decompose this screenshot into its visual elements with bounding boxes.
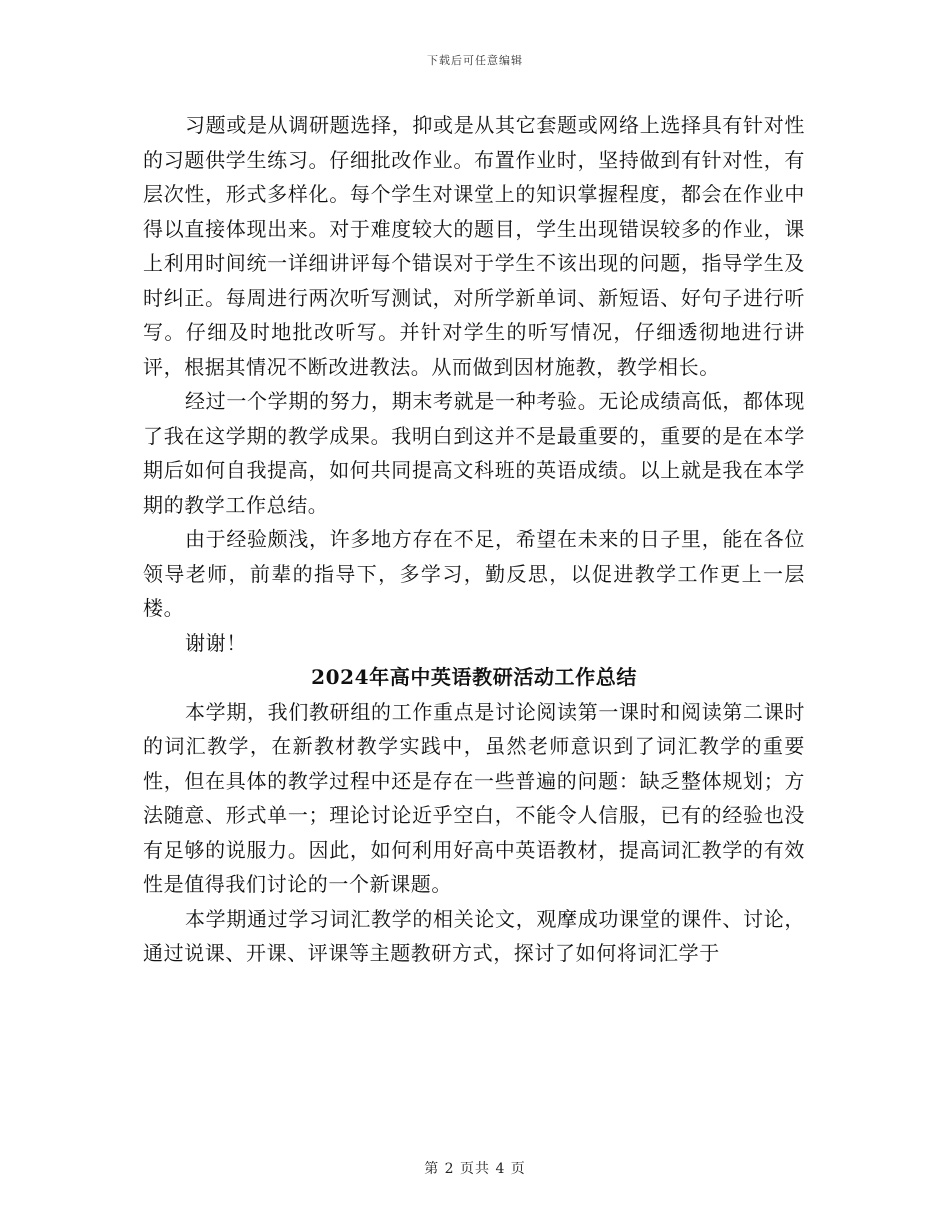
paragraph-future-hopes: 由于经验颇浅，许多地方存在不足，希望在未来的日子里，能在各位领导老师，前辈的指导下，多学习，勤反思，以促进教学工作更上一层楼。 (143, 527, 805, 620)
section-heading: 2024年高中英语教研活动工作总结 (311, 665, 637, 689)
paragraph-homework: 习题或是从调研题选择，抑或是从其它套题或网络上选择具有针对性的习题供学生练习。仔细批改作业。布置作业时，坚持做到有针对性，有层次性，形式多样化。每个学生对课堂上的知识掌握程度，都会在作业中得以直接体现出来。对于难度较大的题目，学生出现错误较多的作业，课上利用时间统一详细讲评每个错误对于学生不该出现的问题，指导学生及时纠正。每周进行两次听写测试，对所学新单词、新短语、好句子进行听写。仔细及时地批改听写。并针对学生的听写情况，仔细透彻地进行讲评，根据其情况不断改进教法。从而做到因材施教，教学相长。 (143, 113, 805, 379)
paragraph-vocab-focus: 本学期，我们教研组的工作重点是讨论阅读第一课时和阅读第二课时的词汇教学，在新教材教学实践中，虽然老师意识到了词汇教学的重要性，但在具体的教学过程中还是存在一些普遍的问题：缺乏整体规划；方法随意、形式单一；理论讨论近乎空白，不能令人信服，已有的经验也没有足够的说服力。因此，如何利用好高中英语教材，提高词汇教学的有效性是值得我们讨论的一个新课题。 (143, 699, 805, 896)
paragraph-thanks: 谢谢！ (185, 630, 247, 655)
paragraph-study-methods: 本学期通过学习词汇教学的相关论文，观摩成功课堂的课件、讨论，通过说课、开课、评课等主题教研方式，探讨了如何将词汇学于 (143, 906, 805, 965)
document-body (143, 108, 805, 971)
page-header: 下载后可任意编辑 (427, 54, 523, 67)
page-footer: 第 2 页共 4 页 (424, 1161, 526, 1177)
paragraph-semester-result: 经过一个学期的努力，期末考就是一种考验。无论成绩高低，都体现了我在这学期的教学成果。我明白到这并不是最重要的，重要的是在本学期后如何自我提高，如何共同提高文科班的英语成绩。以上就是我在本学期的教学工作总结。 (143, 389, 805, 517)
